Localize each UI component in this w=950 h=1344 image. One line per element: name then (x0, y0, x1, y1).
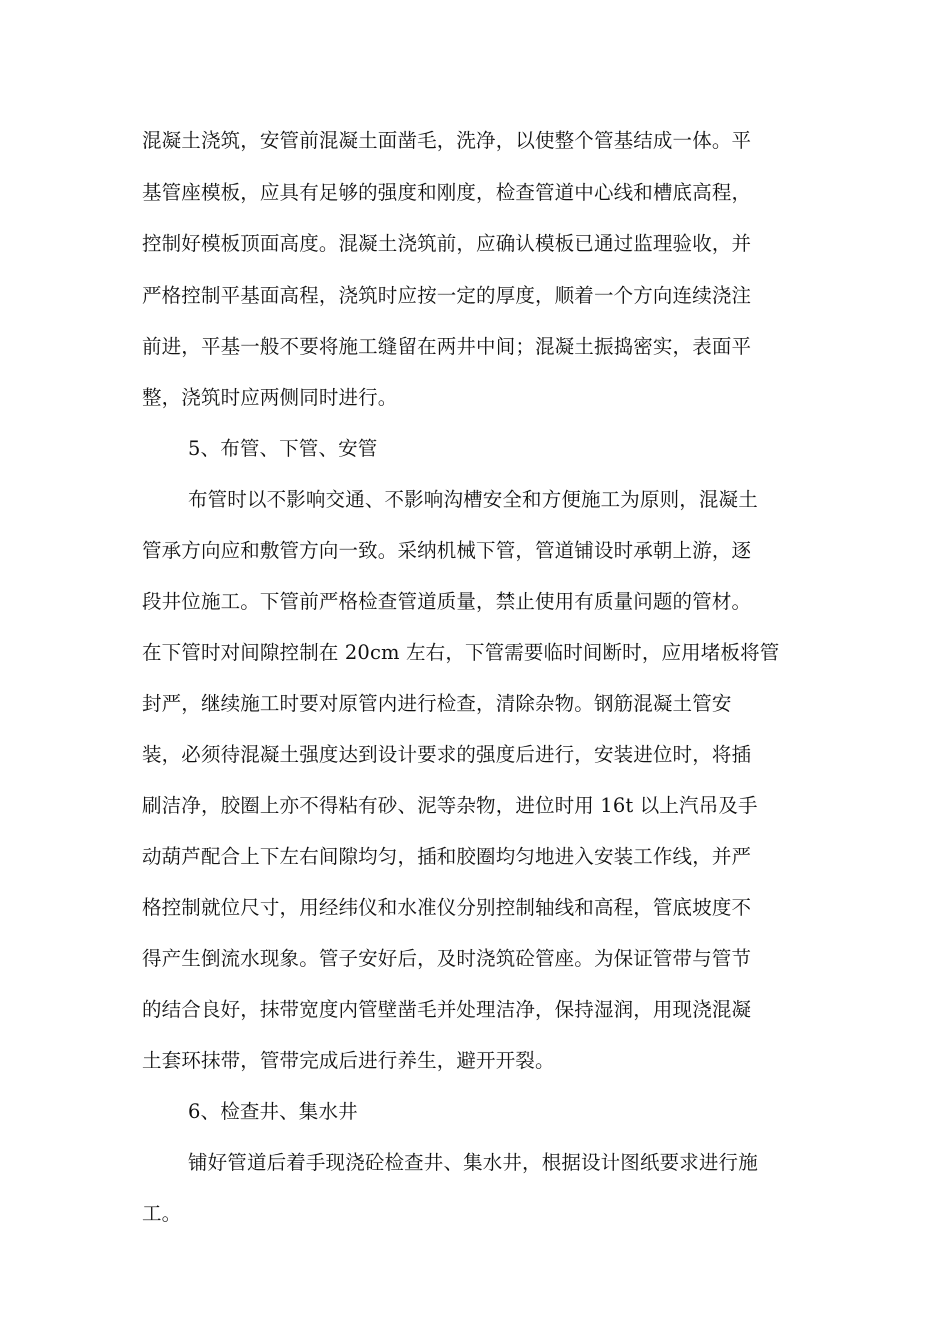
paragraph-2-line-9: 格控制就位尺寸，用经纬仪和水准仪分别控制轴线和高程，管底坡度不 (142, 896, 752, 919)
paragraph-2-line-5: 封严，继续施工时要对原管内进行检查，清除杂物。钢筋混凝土管安 (142, 692, 732, 715)
paragraph-2-line-8: 动葫芦配合上下左右间隙均匀，插和胶圈均匀地进入安装工作线，并严 (142, 845, 752, 868)
paragraph-3-line-2: 工。 (142, 1202, 182, 1225)
paragraph-2-line-7: 刷洁净，胶圈上亦不得粘有砂、泥等杂物，进位时用 16t 以上汽吊及手 (142, 794, 758, 817)
paragraph-1-line-4: 严格控制平基面高程，浇筑时应按一定的厚度，顺着一个方向连续浇注 (142, 284, 752, 307)
paragraph-2-line-6: 装，必须待混凝土强度达到设计要求的强度后进行，安装进位时，将插 (142, 743, 752, 766)
paragraph-1-line-3: 控制好模板顶面高度。混凝土浇筑前，应确认模板已通过监理验收，并 (142, 232, 752, 255)
section-heading-6: 6、检查井、集水井 (188, 1100, 358, 1123)
paragraph-2-line-11: 的结合良好，抹带宽度内管壁凿毛并处理洁净，保持湿润，用现浇混凝 (142, 998, 752, 1021)
paragraph-3-line-1: 铺好管道后着手现浇砼检查井、集水井，根据设计图纸要求进行施 (188, 1151, 758, 1174)
paragraph-2-line-4: 在下管时对间隙控制在 20cm 左右，下管需要临时间断时，应用堵板将管 (142, 641, 780, 664)
section-heading-5: 5、布管、下管、安管 (188, 437, 378, 460)
paragraph-1-line-5: 前进，平基一般不要将施工缝留在两井中间；混凝土振捣密实，表面平 (142, 335, 752, 358)
paragraph-1-line-6: 整，浇筑时应两侧同时进行。 (142, 386, 398, 409)
paragraph-2-line-1: 布管时以不影响交通、不影响沟槽安全和方便施工为原则，混凝土 (188, 488, 758, 511)
paragraph-1-line-1: 混凝土浇筑，安管前混凝土面凿毛，洗净，以使整个管基结成一体。平 (142, 129, 752, 152)
paragraph-1-line-2: 基管座模板，应具有足够的强度和刚度，检查管道中心线和槽底高程， (142, 181, 752, 204)
paragraph-2-line-10: 得产生倒流水现象。管子安好后，及时浇筑砼管座。为保证管带与管节 (142, 947, 752, 970)
paragraph-2-line-3: 段井位施工。下管前严格检查管道质量，禁止使用有质量问题的管材。 (142, 590, 752, 613)
paragraph-2-line-12: 土套环抹带，管带完成后进行养生，避开开裂。 (142, 1049, 555, 1072)
paragraph-2-line-2: 管承方向应和敷管方向一致。采纳机械下管，管道铺设时承朝上游，逐 (142, 539, 752, 562)
